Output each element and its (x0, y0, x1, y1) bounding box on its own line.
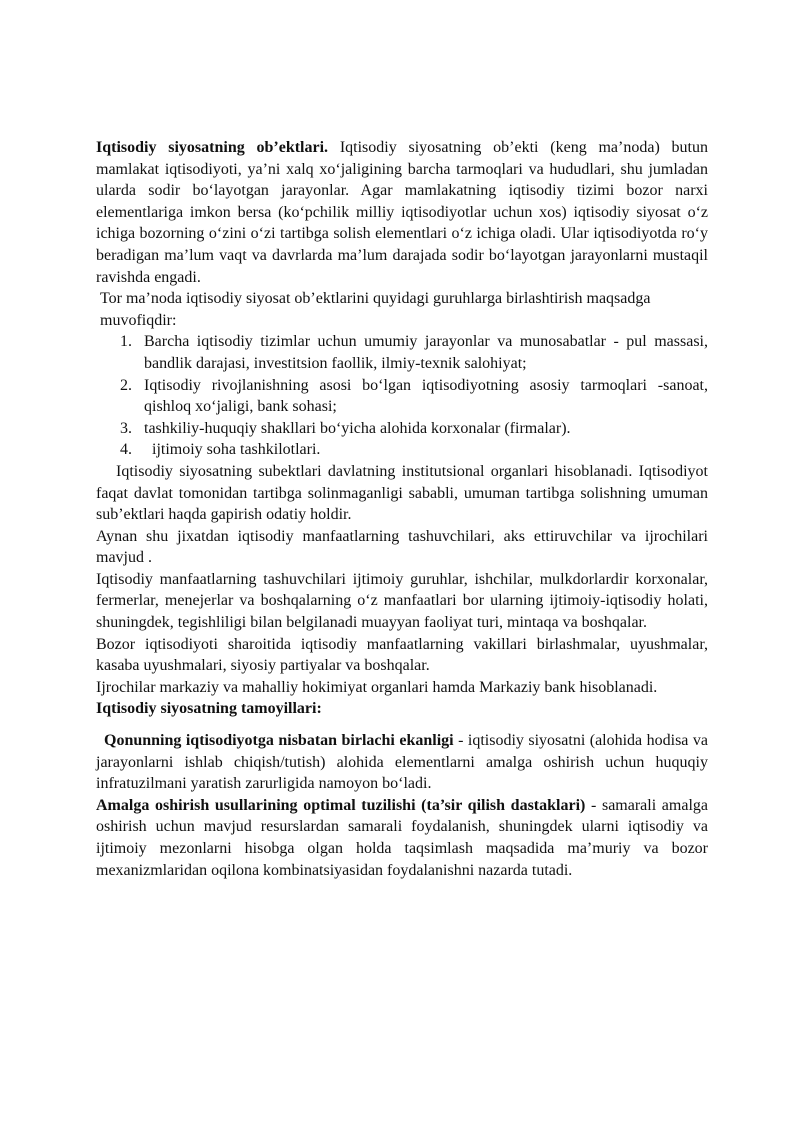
principle-paragraph-1 (96, 730, 708, 795)
executors-paragraph: Ijrochilar markaziy va mahalliy hokimiyat organlari hamda Markaziy bank hisoblanadi. (96, 678, 658, 696)
list-item-number: 4. (120, 441, 132, 459)
objects-heading: Iqtisodiy siyosatning ob’ektlari. (96, 139, 329, 156)
list-item-text: tashkiliy-huquqiy shakllari bo‘yicha alohida korxonalar (firmalar). (144, 419, 571, 437)
principle-text-2: - samarali amalga oshirish uchun mavjud resurslardan samarali foydalanish, shuningdek ularni iqtisodiy va ijtimoiy mezonlarni hisobga olgan holda taqsimlash maqsadida ma’muriy va bozor mexanizmlaridan oqilona kombinatsiyasidan foydalanishni nazarda tutadi. (96, 796, 709, 879)
principles-heading: Iqtisodiy siyosatning tamoyillari: (96, 700, 322, 718)
objects-group-list (96, 331, 708, 461)
list-item-text: Iqtisodiy rivojlanishning asosi bo‘lgan iqtisodiyotning asosiy tarmoqlari -sanoat, qishloq xo‘jaligi, bank sohasi; (144, 376, 708, 416)
subjects-paragraph: Iqtisodiy siyosatning subektlari davlatning institutsional organlari hisoblanadi. Iqtisodiyot faqat davlat tomonidan tartibga solinmaganligi sababli, umuman tartibga solishning umuman sub’ektlari haqda gapirish odatiy holdir. (96, 462, 708, 524)
list-item-number: 2. (120, 376, 132, 394)
principle-title-1: Qonunning iqtisodiyotga nisbatan birlachi ekanligi (104, 732, 454, 750)
list-item-number: 3. (120, 419, 132, 437)
objects-text: Iqtisodiy siyosatning ob’ekti (keng ma’noda) butun mamlakat iqtisodiyoti, ya’ni xalq xo‘jaligining barcha tarmoqlari va hududlari, shu jumladan ularda sodir bo‘layotgan jarayonlar. Agar mamlakatning iqtisodiy tizimi bozor narxi elementlariga imkon bersa (ko‘pchilik milliy iqtisodiyotlar uchun xos) iqtisodiy siyosat o‘z ichiga bozorning o‘zini o‘zi tartibga solish elementlari o‘z ichiga oladi. Ular iqtisodiyotda ro‘y beradigan ma’lum vaqt va davrlarda ma’lum darajada sodir bo‘layotgan jarayonlarni mustaqil ravishda engadi. (96, 139, 709, 286)
principle-title-2: Amalga oshirish usullarining optimal tuzilishi (ta’sir qilish dastaklari) (96, 796, 586, 814)
carriers-paragraph: Aynan shu jixatdan iqtisodiy manfaatlarning tashuvchilari, aks ettiruvchilar va ijrochilari mavjud . (96, 527, 708, 567)
list-item-number: 1. (120, 333, 132, 351)
principle-paragraph-2 (96, 795, 708, 881)
list-item (96, 418, 708, 440)
document-page (96, 137, 708, 881)
list-item-text: ijtimoiy soha tashkilotlari. (144, 441, 321, 459)
list-item (96, 331, 708, 374)
spacer (96, 720, 708, 730)
principle-text-1: - iqtisodiy siyosatni (alohida hodisa va jarayonlarni ishlab chiqish/tutish) alohida elementlarni amalga oshirish uchun huquqiy infratuzilmani yaratish zarurligida namoyon bo‘ladi. (96, 732, 708, 793)
narrow-intro: Tor ma’noda iqtisodiy siyosat ob’ektlarini quyidagi guruhlarga birlashtirish maqsadga muvofiqdir: (100, 290, 651, 329)
market-representatives-paragraph: Bozor iqtisodiyoti sharoitida iqtisodiy manfaatlarning vakillari birlashmalar, uyushmalar, kasaba uyushmalari, siyosiy partiyalar va boshqalar. (96, 635, 708, 675)
list-item-text: Barcha iqtisodiy tizimlar uchun umumiy jarayonlar va munosabatlar - pul massasi, bandlik darajasi, investitsion faollik, ilmiy-texnik salohiyat; (144, 333, 708, 372)
list-item (96, 375, 708, 418)
objects-paragraph (96, 137, 708, 288)
list-item (96, 439, 708, 461)
interest-carriers-paragraph: Iqtisodiy manfaatlarning tashuvchilari ijtimoiy guruhlar, ishchilar, mulkdorlardir korxonalar, fermerlar, menejerlar va boshqalarning o‘z manfaatlari bor ularning ijtimoiy-iqtisodiy holati, shuningdek, tegishliligi bilan belgilanadi muayyan faoliyat turi, mintaqa va boshqalar. (96, 570, 708, 632)
